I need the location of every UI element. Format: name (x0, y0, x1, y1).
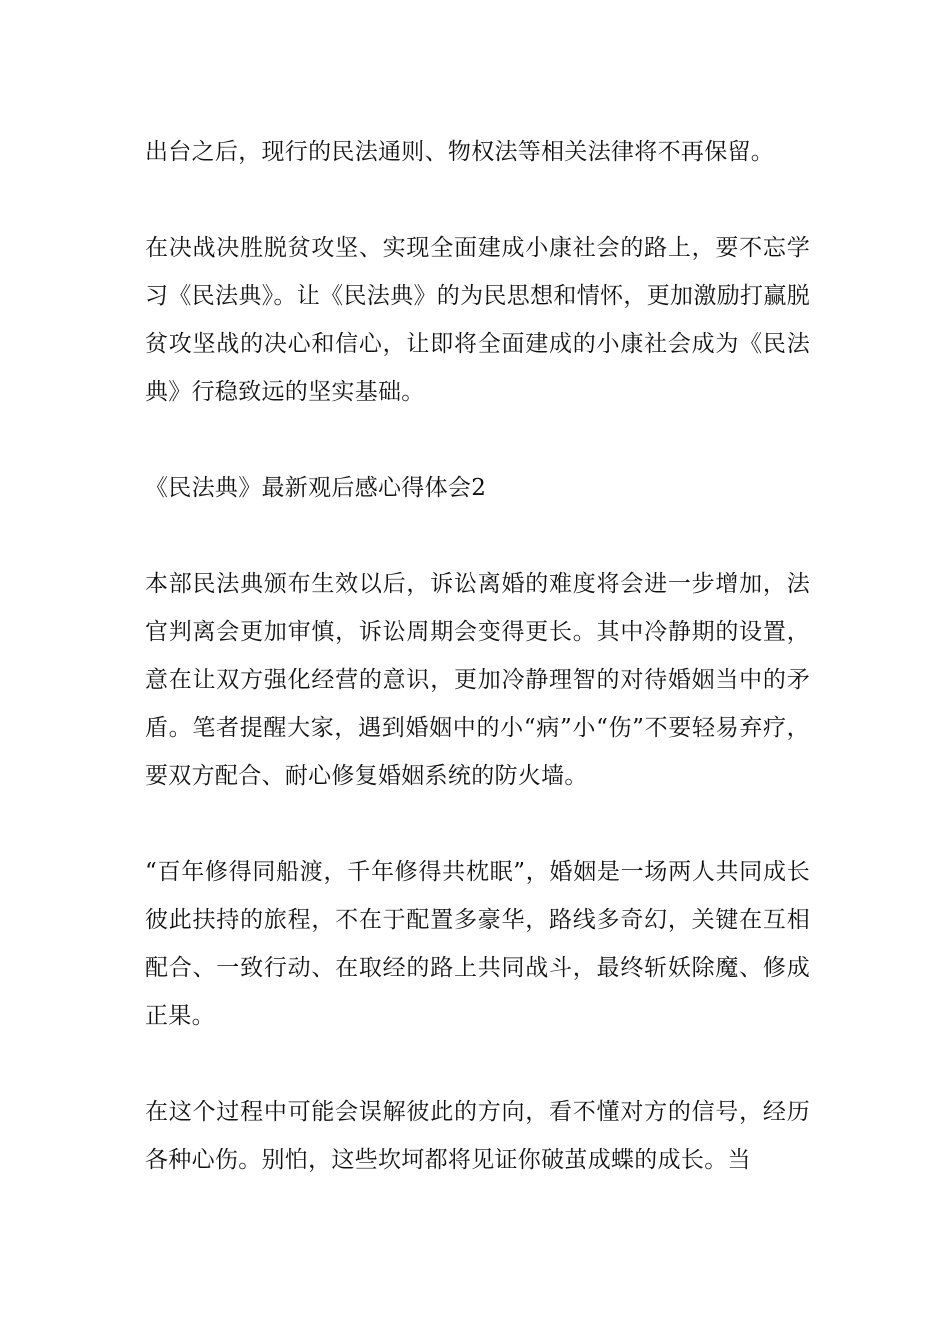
paragraph-4: “百年修得同船渡，千年修得共枕眠”，婚姻是一场两人共同成长彼此扶持的旅程，不在于配置多豪华，路线多奇幻，关键在互相配合、一致行动、在取经的路上共同战斗，最终斩妖除魔、修成正果。 (145, 859, 810, 1029)
section-heading: 《民法典》最新观后感心得体会2 (145, 475, 487, 501)
paragraph-3: 本部民法典颁布生效以后，诉讼离婚的难度将会进一步增加，法官判离会更加审慎，诉讼周期会变得更长。其中冷静期的设置，意在让双方强化经营的意识，更加冷静理智的对待婚姻当中的矛盾。笔者提醒大家，遇到婚姻中的小“病”小“伤”不要轻易弃疗，要双方配合、耐心修复婚姻系统的防火墙。 (145, 571, 810, 789)
paragraph-5: 在这个过程中可能会误解彼此的方向，看不懂对方的信号，经历各种心伤。别怕，这些坎坷都将见证你破茧成蝶的成长。当 (145, 1099, 810, 1173)
paragraph-2: 在决战决胜脱贫攻坚、实现全面建成小康社会的路上，要不忘学习《民法典》。让《民法典》的为民思想和情怀，更加激励打赢脱贫攻坚战的决心和信心，让即将全面建成的小康社会成为《民法典》行稳致远的坚实基础。 (145, 235, 810, 405)
paragraph-1: 出台之后，现行的民法通则、物权法等相关法律将不再保留。 (145, 139, 775, 165)
document-body (145, 128, 810, 1232)
